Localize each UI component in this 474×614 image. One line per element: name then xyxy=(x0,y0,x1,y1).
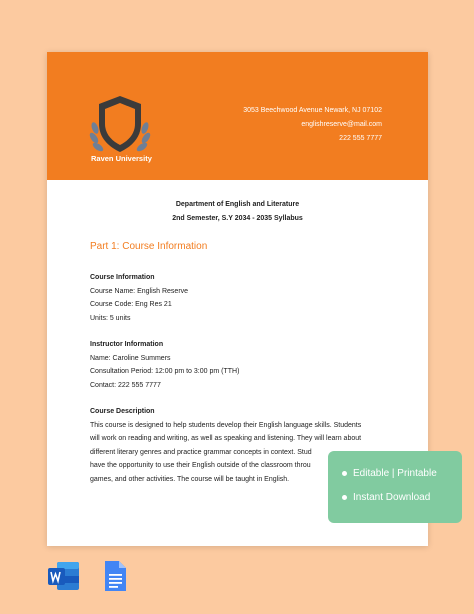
description-line: This course is designed to help students develop their English language skills. Students xyxy=(90,421,362,429)
course-name: Course Name: English Reserve xyxy=(90,287,189,295)
course-units: Units: 5 units xyxy=(90,314,131,322)
badge-item-download xyxy=(342,492,430,503)
description-line: will work on reading and writing, as well as speaking and listening. They will learn about xyxy=(90,435,362,442)
university-name: Raven University xyxy=(91,154,152,163)
course-description-heading: Course Description xyxy=(90,408,155,415)
contact-block xyxy=(243,104,382,146)
part-title: Part 1: Course Information xyxy=(90,241,208,252)
document-header xyxy=(47,52,428,180)
email-text: englishreserve@mail.com xyxy=(301,121,382,128)
instructor-info-heading: Instructor Information xyxy=(90,341,164,348)
instructor-contact: Contact: 222 555 7777 xyxy=(90,381,161,389)
instructor-info-section xyxy=(90,338,390,392)
feature-badge xyxy=(328,451,462,523)
badge-item-editable xyxy=(342,468,437,479)
description-line: have the opportunity to use their English outside of the classroom throu xyxy=(90,462,311,469)
consultation-period: Consultation Period: 12:00 pm to 3:00 pm (TTH) xyxy=(90,368,240,375)
google-docs-icon[interactable] xyxy=(98,560,132,592)
department-title: Department of English and Literature xyxy=(175,201,300,208)
word-icon[interactable] xyxy=(47,560,81,592)
badge-item-label: Editable | Printable xyxy=(353,468,437,479)
badge-item-label: Instant Download xyxy=(353,492,431,503)
course-code: Course Code: Eng Res 21 xyxy=(90,301,172,308)
address-text: 3053 Beechwood Avenue Newark, NJ 07102 xyxy=(243,107,382,114)
course-info-heading: Course Information xyxy=(90,274,155,281)
phone-text: 222 555 7777 xyxy=(339,135,382,142)
semester-title: 2nd Semester, S.Y 2034 - 2035 Syllabus xyxy=(172,215,303,222)
description-line: games, and other activities. The course will be taught in English. xyxy=(90,475,290,483)
instructor-name: Name: Caroline Summers xyxy=(90,354,171,362)
shield-logo-icon xyxy=(85,90,155,160)
bullet-icon xyxy=(342,471,347,476)
description-line: different literary genres and practice grammar concepts in context. Stud xyxy=(90,448,312,456)
course-info-section xyxy=(90,271,390,325)
bullet-icon xyxy=(342,495,347,500)
